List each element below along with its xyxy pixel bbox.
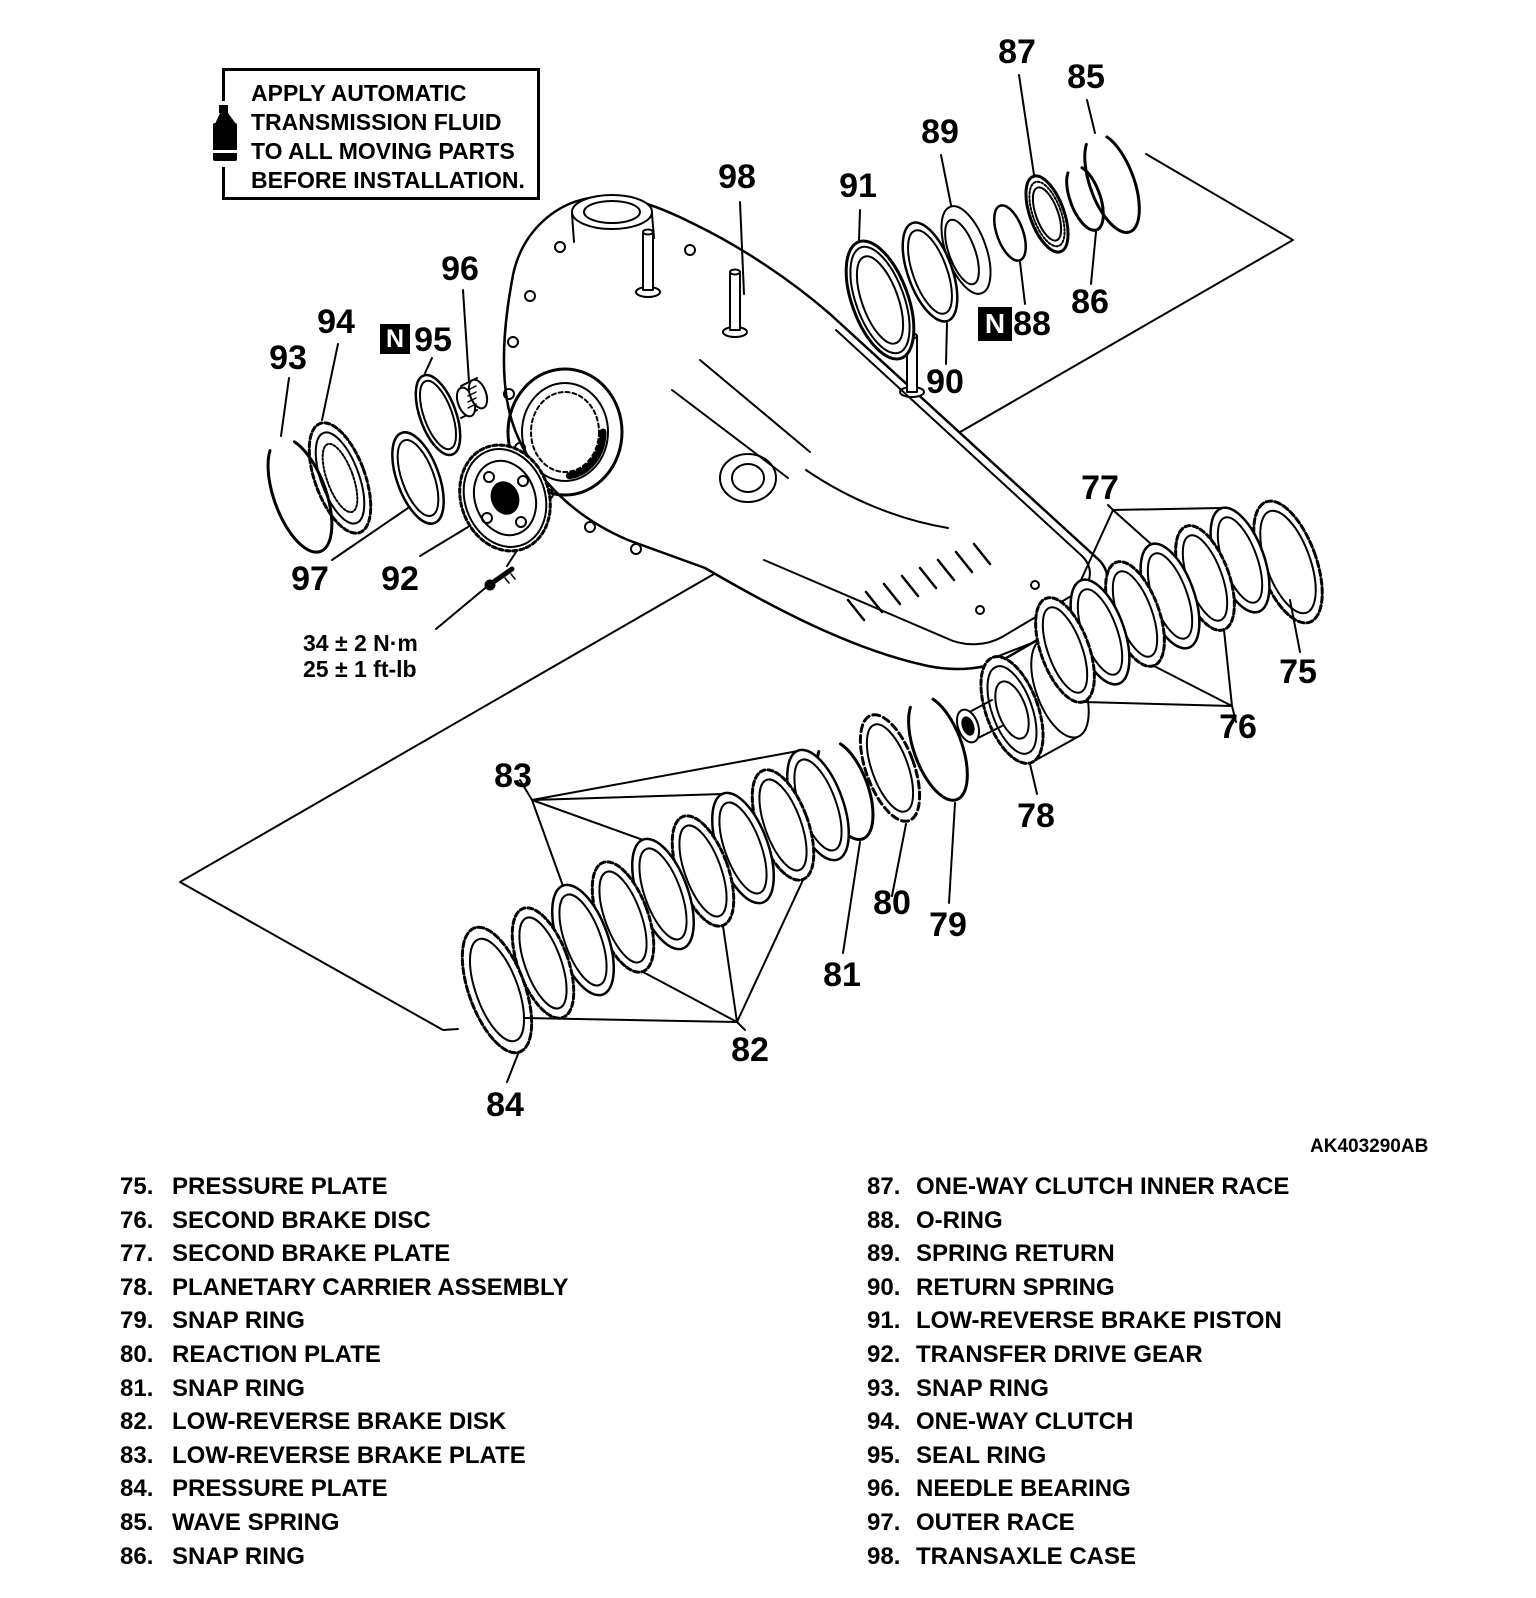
legend-item-number: 92. bbox=[867, 1340, 901, 1368]
legend-item bbox=[867, 1271, 1507, 1305]
legend-item-label: LOW-REVERSE BRAKE PISTON bbox=[916, 1307, 1282, 1335]
callout-80: 80 bbox=[873, 884, 911, 922]
callout-84: 84 bbox=[486, 1086, 524, 1124]
legend-item-label: LOW-REVERSE BRAKE PLATE bbox=[172, 1441, 526, 1469]
legend-item-number: 94. bbox=[867, 1408, 901, 1436]
callout-96: 96 bbox=[441, 250, 479, 288]
callout-75: 75 bbox=[1279, 653, 1317, 691]
legend-item-label: TRANSFER DRIVE GEAR bbox=[916, 1340, 1203, 1368]
torque-spec bbox=[303, 630, 418, 682]
callout-90: 90 bbox=[926, 363, 964, 401]
legend-item bbox=[120, 1439, 740, 1473]
legend-item bbox=[867, 1338, 1507, 1372]
legend-item-label: O-RING bbox=[916, 1206, 1003, 1234]
legend-item-number: 76. bbox=[120, 1206, 154, 1234]
legend-item-label: WAVE SPRING bbox=[172, 1508, 340, 1536]
legend-item bbox=[867, 1304, 1507, 1338]
legend-item-number: 88. bbox=[867, 1206, 901, 1234]
callout-86: 86 bbox=[1071, 283, 1109, 321]
callout-81: 81 bbox=[823, 956, 861, 994]
callout-93: 93 bbox=[269, 339, 307, 377]
callout-98: 98 bbox=[718, 158, 756, 196]
legend-item bbox=[120, 1372, 740, 1406]
legend-item-number: 85. bbox=[120, 1508, 154, 1536]
legend-item-number: 81. bbox=[120, 1374, 154, 1402]
callout-95: 95 bbox=[414, 321, 452, 359]
legend-item-label: ONE-WAY CLUTCH bbox=[916, 1408, 1134, 1436]
legend-item-label: SNAP RING bbox=[172, 1542, 305, 1570]
legend-item bbox=[867, 1472, 1507, 1506]
legend-item-label: PLANETARY CARRIER ASSEMBLY bbox=[172, 1273, 569, 1301]
callout-94: 94 bbox=[317, 303, 355, 341]
fluid-note-box bbox=[222, 68, 540, 200]
legend-item-number: 96. bbox=[867, 1475, 901, 1503]
legend-item-label: SNAP RING bbox=[172, 1374, 305, 1402]
legend-item bbox=[120, 1540, 740, 1574]
callout-82: 82 bbox=[731, 1031, 769, 1069]
legend-item bbox=[867, 1237, 1507, 1271]
note-line: TRANSMISSION FLUID bbox=[251, 109, 502, 135]
legend-item-number: 77. bbox=[120, 1240, 154, 1268]
legend-item-number: 89. bbox=[867, 1240, 901, 1268]
legend-item bbox=[120, 1170, 740, 1204]
transaxle-case-art bbox=[504, 195, 1108, 669]
legend-item-number: 75. bbox=[120, 1173, 154, 1200]
parts-legend-left bbox=[120, 1170, 740, 1573]
legend-item bbox=[120, 1237, 740, 1271]
note-line: APPLY AUTOMATIC bbox=[251, 80, 467, 106]
callout-76: 76 bbox=[1219, 708, 1257, 746]
legend-item-number: 90. bbox=[867, 1273, 901, 1301]
callout-91: 91 bbox=[839, 167, 877, 205]
callout-87: 87 bbox=[998, 33, 1036, 71]
legend-item bbox=[867, 1372, 1507, 1406]
legend-item-number: 93. bbox=[867, 1374, 901, 1402]
callout-79: 79 bbox=[929, 906, 967, 944]
legend-item-number: 83. bbox=[120, 1441, 154, 1469]
legend-item-label: SECOND BRAKE DISC bbox=[172, 1206, 431, 1234]
oil-bottle-icon bbox=[205, 101, 245, 167]
legend-item-label: SEAL RING bbox=[916, 1441, 1047, 1469]
legend-item bbox=[867, 1439, 1507, 1473]
callout-88: 88 bbox=[1013, 305, 1051, 343]
callout-92: 92 bbox=[381, 560, 419, 598]
legend-item-number: 86. bbox=[120, 1542, 154, 1570]
legend-item-number: 91. bbox=[867, 1307, 901, 1335]
legend-item-number: 97. bbox=[867, 1508, 901, 1536]
legend-item-label: ONE-WAY CLUTCH INNER RACE bbox=[916, 1173, 1290, 1200]
legend-item bbox=[867, 1540, 1507, 1574]
torque-metric: 34 ± 2 N·m bbox=[303, 630, 418, 656]
note-line: BEFORE INSTALLATION. bbox=[251, 167, 525, 193]
legend-item-number: 80. bbox=[120, 1340, 154, 1368]
legend-item bbox=[120, 1338, 740, 1372]
legend-item bbox=[867, 1170, 1507, 1204]
figure-reference-code: AK403290AB bbox=[1310, 1136, 1429, 1157]
callout-77: 77 bbox=[1081, 469, 1119, 507]
legend-item-label: SNAP RING bbox=[916, 1374, 1049, 1402]
legend-item-label: PRESSURE PLATE bbox=[172, 1475, 388, 1503]
legend-item-label: OUTER RACE bbox=[916, 1508, 1075, 1536]
callout-89: 89 bbox=[921, 113, 959, 151]
legend-item-label: SNAP RING bbox=[172, 1307, 305, 1335]
torque-imperial: 25 ± 1 ft-lb bbox=[303, 656, 417, 682]
callout-97: 97 bbox=[291, 560, 329, 598]
legend-item-label: RETURN SPRING bbox=[916, 1273, 1115, 1301]
legend-item bbox=[120, 1271, 740, 1305]
parts-legend-right bbox=[867, 1170, 1507, 1573]
legend-item-number: 87. bbox=[867, 1173, 901, 1200]
legend-item bbox=[867, 1204, 1507, 1238]
legend-item-number: 95. bbox=[867, 1441, 901, 1469]
fluid-symbol-88: N bbox=[978, 307, 1012, 341]
legend-item bbox=[120, 1506, 740, 1540]
legend-item bbox=[867, 1405, 1507, 1439]
legend-item bbox=[867, 1506, 1507, 1540]
note-line: TO ALL MOVING PARTS bbox=[251, 138, 515, 164]
legend-item-label: LOW-REVERSE BRAKE DISK bbox=[172, 1408, 507, 1436]
legend-item bbox=[120, 1204, 740, 1238]
legend-item-label: TRANSAXLE CASE bbox=[916, 1542, 1137, 1570]
legend-item-label: PRESSURE PLATE bbox=[172, 1173, 388, 1200]
legend-item-number: 79. bbox=[120, 1307, 154, 1335]
legend-item-label: SPRING RETURN bbox=[916, 1240, 1115, 1268]
callout-85: 85 bbox=[1067, 58, 1105, 96]
legend-item bbox=[120, 1472, 740, 1506]
legend-item-label: NEEDLE BEARING bbox=[916, 1475, 1131, 1503]
legend-item bbox=[120, 1304, 740, 1338]
callout-78: 78 bbox=[1017, 797, 1055, 835]
legend-item-label: SECOND BRAKE PLATE bbox=[172, 1240, 451, 1268]
fluid-symbol-95: N bbox=[380, 324, 410, 354]
legend-item bbox=[120, 1405, 740, 1439]
callout-83: 83 bbox=[494, 757, 532, 795]
legend-item-number: 82. bbox=[120, 1408, 154, 1436]
legend-item-number: 84. bbox=[120, 1475, 154, 1503]
legend-item-number: 78. bbox=[120, 1273, 154, 1301]
legend-item-number: 98. bbox=[867, 1542, 901, 1570]
legend-item-label: REACTION PLATE bbox=[172, 1340, 381, 1368]
